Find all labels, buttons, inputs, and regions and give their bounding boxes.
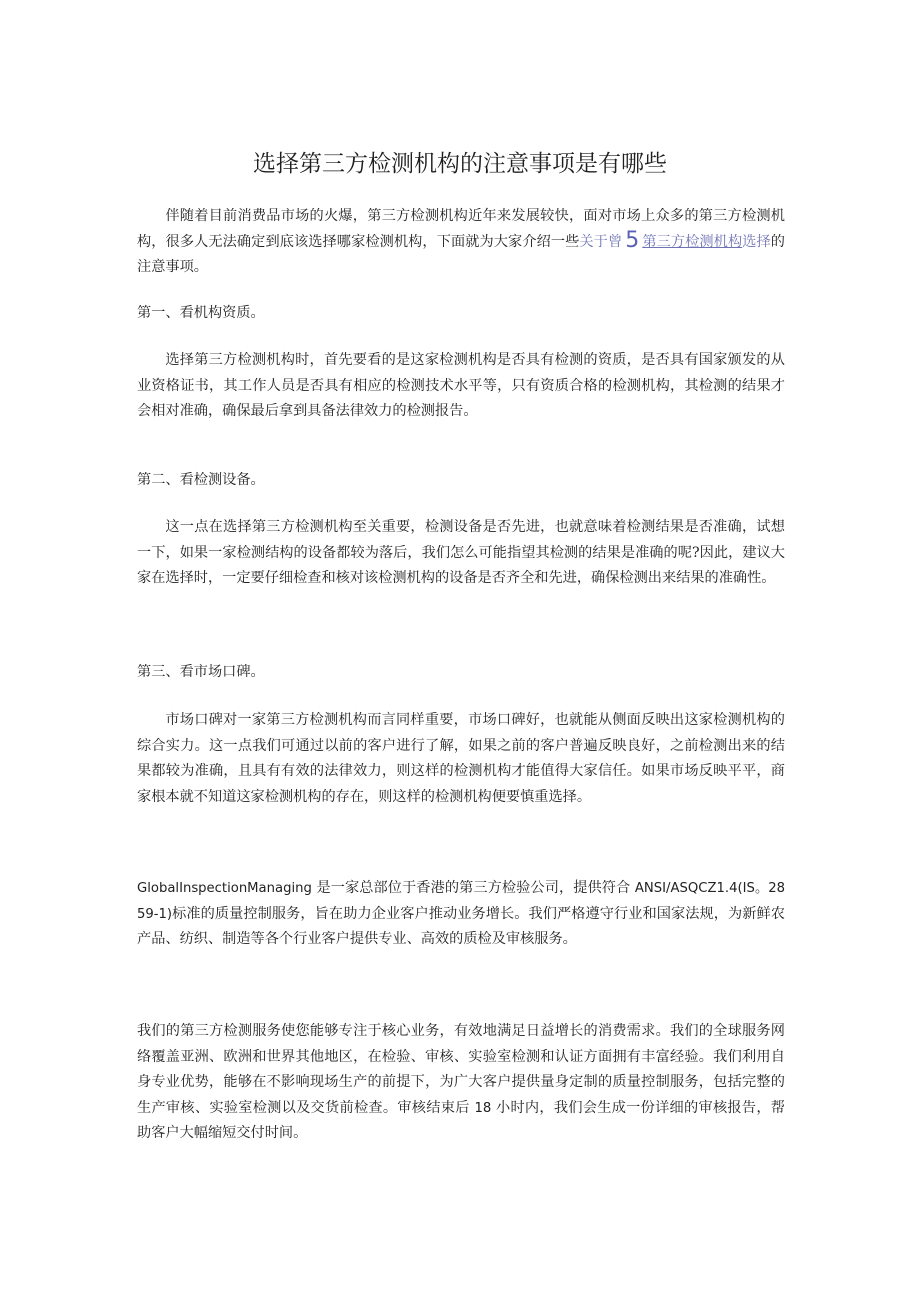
company-paragraph: [137, 876, 785, 953]
quality-standard: ANSI/ASQCZ1.4(IS。2859-1): [137, 881, 785, 922]
company-text-2: 标准的质量控制服务，旨在助力企业客户推动业务增长。我们严格遵守行业和国家法规，为新鲜农产品、纺织、制造等各个行业客户提供专业、高效的质检及审核服务。: [137, 905, 785, 947]
intro-paragraph: [137, 204, 785, 281]
report-hours: 18: [474, 1100, 492, 1116]
intro-text-after: 的注意事项。: [137, 233, 785, 275]
section-3-heading: 第三、看市场口碑。: [137, 664, 265, 680]
closing-text-2: 小时内，我们会生成一份详细的审核报告，帮助客户大幅缩短交付时间。: [137, 1099, 785, 1141]
selection-link[interactable]: 选择: [742, 233, 771, 250]
intro-text-before: 伴随着目前消费品市场的火爆，第三方检测机构近年来发展较快，面对市场上众多的第三方检测机构，很多人无法确定到底该选择哪家检测机构，下面就为大家介绍一些: [137, 208, 785, 250]
document-title: 选择第三方检测机构的注意事项是有哪些: [253, 151, 667, 177]
section-1-body: 选择第三方检测机构时，首先要看的是这家检测机构是否具有检测的资质，是否具有国家颁发的从业资格证书，其工作人员是否具有相应的检测技术水平等，只有资质合格的检测机构，其检测的结果才会相对准确，确保最后拿到具备法律效力的检测报告。: [137, 352, 785, 419]
third-party-agency-link[interactable]: 第三方检测机构: [642, 233, 743, 250]
company-name: GlobalInspectionManaging: [137, 881, 312, 896]
section-3-body: 市场口碑对一家第三方检测机构而言同样重要，市场口碑好，也就能从侧面反映出这家检测机构的综合实力。这一点我们可通过以前的客户进行了解，如果之前的客户普遍反映良好，之前检测出来的结果都较为准确，且具有有效的法律效力，则这样的检测机构才能值得大家信任。如果市场反映平平，商家根本就不知道这家检测机构的存在，则这样的检测机构便要慎重选择。: [137, 712, 785, 805]
section-1-heading: 第一、看机构资质。: [137, 305, 265, 321]
related-link-number[interactable]: 5: [625, 227, 640, 253]
section-2-body: 这一点在选择第三方检测机构至关重要，检测设备是否先进，也就意味着检测结果是否准确，试想一下，如果一家检测结构的设备都较为落后，我们怎么可能指望其检测的结果是准确的呢?因此，建议大家在选择时，一定要仔细检查和核对该检测机构的设备是否齐全和先进，确保检测出来结果的准确性。: [137, 519, 785, 586]
closing-paragraph: [137, 1019, 785, 1147]
related-link-prefix[interactable]: 关于曾: [579, 233, 623, 250]
company-text-1: 是一家总部位于香港的第三方检验公司，提供符合: [311, 880, 635, 896]
closing-text-1: 我们的第三方检测服务使您能够专注于核心业务，有效地满足日益增长的消费需求。我们的全球服务网络覆盖亚洲、欧洲和世界其他地区，在检验、审核、实验室检测和认证方面拥有丰富经验。我们利用自身专业优势，能够在不影响现场生产的前提下，为广大客户提供量身定制的质量控制服务，包括完整的生产审核、实验室检测以及交货前检查。审核结束后: [137, 1023, 785, 1116]
section-2-heading: 第二、看检测设备。: [137, 472, 265, 488]
